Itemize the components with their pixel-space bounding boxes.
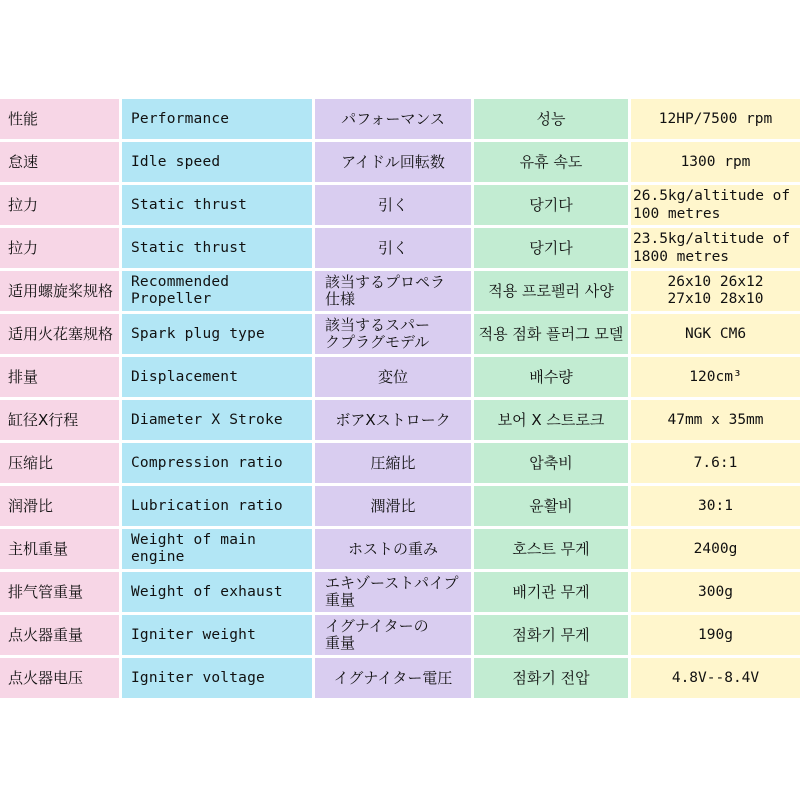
spec-value-cell: NGK CM6 [631,314,800,354]
spec-value-cell: 30:1 [631,486,800,526]
spec-value-cell: 4.8V--8.4V [631,658,800,698]
spec-value-cell: 26x10 26x12 27x10 28x10 [631,271,800,311]
chinese-label-cell: 怠速 [0,142,119,182]
korean-label-cell: 성능 [474,99,628,139]
korean-label-cell: 보어 X 스트로크 [474,400,628,440]
chinese-label-cell: 性能 [0,99,119,139]
korean-label-cell: 배수량 [474,357,628,397]
japanese-label-cell: 引く [315,228,471,268]
english-label-cell: Idle speed [122,142,312,182]
chinese-label-cell: 拉力 [0,185,119,225]
english-label-cell: Lubrication ratio [122,486,312,526]
english-label-cell: Recommended Propeller [122,271,312,311]
japanese-label-cell: 潤滑比 [315,486,471,526]
japanese-label-cell: パフォーマンス [315,99,471,139]
japanese-label-cell: ホストの重み [315,529,471,569]
chinese-label-cell: 点火器电压 [0,658,119,698]
korean-label-cell: 윤활비 [474,486,628,526]
english-label-cell: Igniter voltage [122,658,312,698]
korean-label-cell: 점화기 전압 [474,658,628,698]
english-label-cell: Weight of main engine [122,529,312,569]
korean-label-cell: 적용 점화 플러그 모델 [474,314,628,354]
english-label-cell: Diameter X Stroke [122,400,312,440]
japanese-label-cell: ボアXストローク [315,400,471,440]
korean-label-cell: 유휴 속도 [474,142,628,182]
chinese-label-cell: 排气管重量 [0,572,119,612]
japanese-label-cell: 変位 [315,357,471,397]
spec-value-cell: 120cm³ [631,357,800,397]
english-label-cell: Spark plug type [122,314,312,354]
english-label-cell: Static thrust [122,185,312,225]
spec-value-cell: 7.6:1 [631,443,800,483]
spec-value-cell: 12HP/7500 rpm [631,99,800,139]
japanese-label-cell: 圧縮比 [315,443,471,483]
korean-label-cell: 당기다 [474,228,628,268]
japanese-label-cell: 該当するスパー クプラグモデル [315,314,471,354]
spec-value-cell: 2400g [631,529,800,569]
spec-value-cell: 190g [631,615,800,655]
korean-label-cell: 호스트 무게 [474,529,628,569]
korean-label-cell: 배기관 무게 [474,572,628,612]
japanese-label-cell: 引く [315,185,471,225]
spec-value-cell: 47mm x 35mm [631,400,800,440]
japanese-label-cell: イグナイター電圧 [315,658,471,698]
japanese-label-cell: エキゾーストパイプ 重量 [315,572,471,612]
chinese-label-cell: 润滑比 [0,486,119,526]
english-label-cell: Compression ratio [122,443,312,483]
korean-label-cell: 적용 프로펠러 사양 [474,271,628,311]
english-label-cell: Static thrust [122,228,312,268]
japanese-label-cell: イグナイターの 重量 [315,615,471,655]
english-label-cell: Displacement [122,357,312,397]
english-label-cell: Weight of exhaust [122,572,312,612]
english-label-cell: Performance [122,99,312,139]
spec-value-cell: 300g [631,572,800,612]
english-label-cell: Igniter weight [122,615,312,655]
chinese-label-cell: 排量 [0,357,119,397]
chinese-label-cell: 点火器重量 [0,615,119,655]
spec-value-cell: 23.5kg/altitude of 1800 metres [631,228,800,268]
korean-label-cell: 점화기 무게 [474,615,628,655]
korean-label-cell: 압축비 [474,443,628,483]
chinese-label-cell: 拉力 [0,228,119,268]
korean-label-cell: 당기다 [474,185,628,225]
chinese-label-cell: 压缩比 [0,443,119,483]
japanese-label-cell: アイドル回転数 [315,142,471,182]
spec-value-cell: 26.5kg/altitude of 100 metres [631,185,800,225]
chinese-label-cell: 缸径X行程 [0,400,119,440]
spec-table [0,99,800,701]
japanese-label-cell: 該当するプロペラ 仕様 [315,271,471,311]
chinese-label-cell: 主机重量 [0,529,119,569]
chinese-label-cell: 适用火花塞规格 [0,314,119,354]
chinese-label-cell: 适用螺旋桨规格 [0,271,119,311]
spec-value-cell: 1300 rpm [631,142,800,182]
